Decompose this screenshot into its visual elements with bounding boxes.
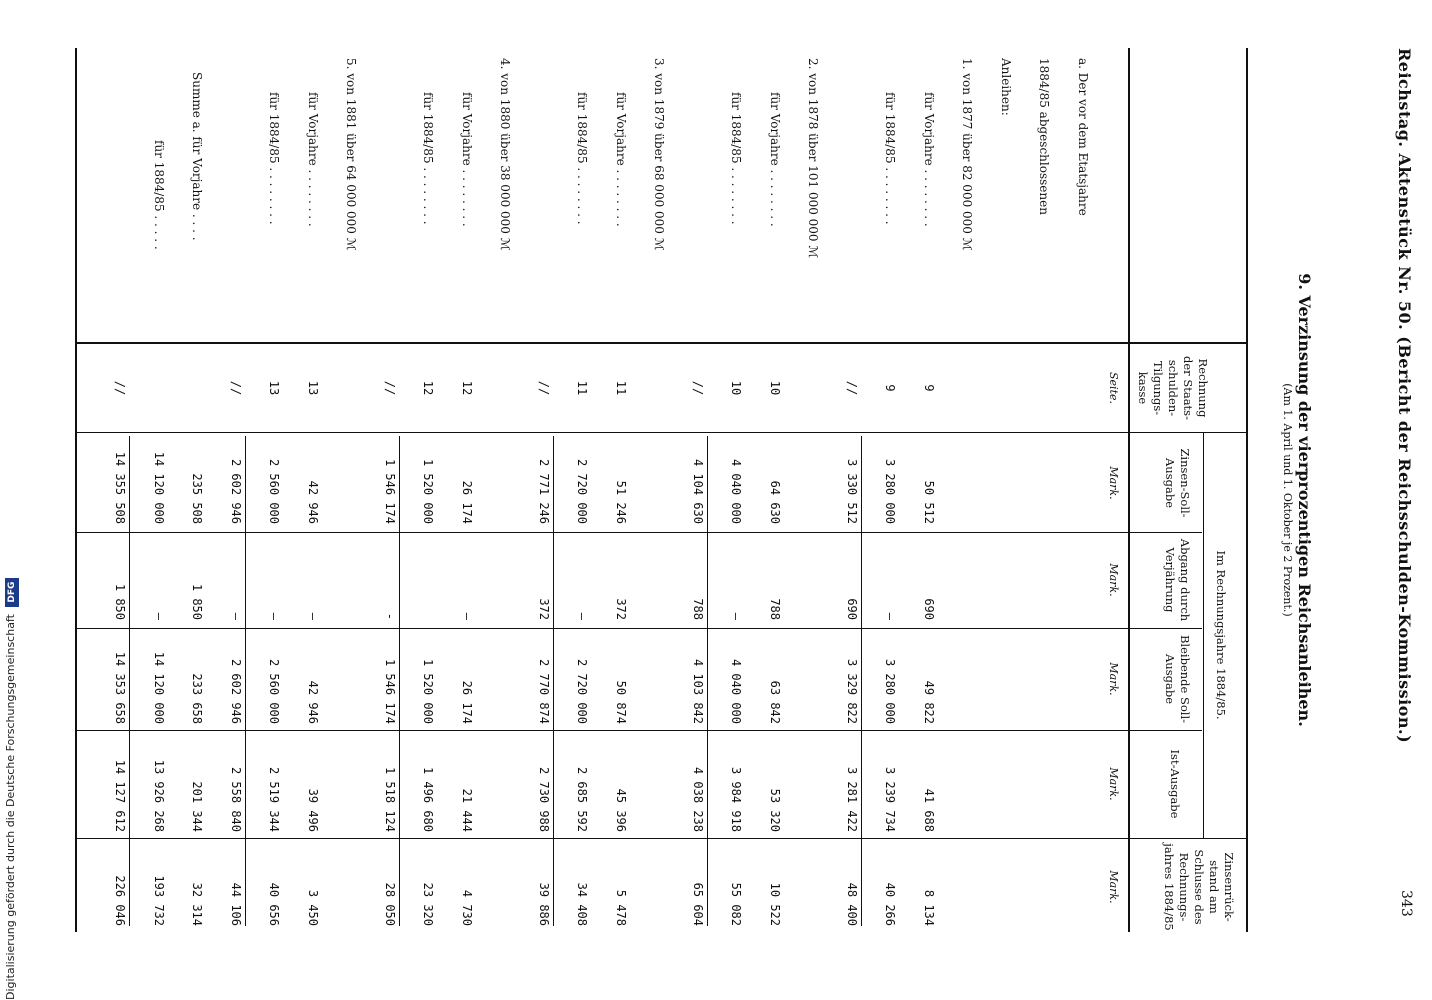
cell-c4: 26 174 <box>460 680 474 724</box>
cell-c4: 63 842 <box>768 680 782 724</box>
cell-c6: 226 046 <box>113 875 128 926</box>
row-label: für 1884/85 . . . . . <box>152 140 166 250</box>
cell-c5: 3 239 734 <box>883 766 898 832</box>
cell-c6: 193 732 <box>152 875 166 926</box>
cell-c6: 48 400 <box>845 882 859 926</box>
cell-c6: 34 408 <box>575 882 590 926</box>
subtotal-rule <box>399 436 400 926</box>
cell-c5: 2 519 344 <box>267 766 282 832</box>
row-label: für 1884/85 . . . . . . . . <box>267 92 282 225</box>
subtotal-rule <box>553 436 554 926</box>
cell-c5: 201 344 <box>190 781 205 832</box>
unit-rueckstand: Mark. <box>1107 870 1120 904</box>
cell-c3: — <box>460 612 474 620</box>
cell-c6: 55 082 <box>729 882 744 926</box>
cell-c4: 42 946 <box>306 680 320 724</box>
cell-page: 11 <box>575 380 590 396</box>
cell-page: // <box>229 380 243 396</box>
col-header-ist: Ist-Ausgabe <box>1168 749 1182 819</box>
unit-page: Seite. <box>1107 372 1120 404</box>
row-label: 5. von 1881 über 64 000 000 ℳ <box>344 58 359 251</box>
cell-c3: - <box>383 612 397 620</box>
cell-c5: 1 518 124 <box>383 766 397 832</box>
cell-c5: 2 730 988 <box>537 766 551 832</box>
row-label: für Vorjahre . . . . . . . . <box>614 92 628 227</box>
cell-page: 10 <box>768 380 782 396</box>
cell-page: // <box>845 380 859 396</box>
cell-c4: 233 658 <box>190 673 205 724</box>
cell-c2: 42 946 <box>306 480 320 524</box>
cell-c3: 1 850 <box>190 583 205 620</box>
row-label: 3. von 1879 über 68 000 000 ℳ <box>652 58 667 251</box>
cell-c2: 4 104 630 <box>691 458 705 524</box>
cell-c3: — <box>575 612 590 620</box>
cell-c6: 10 522 <box>768 882 782 926</box>
funding-note-text: Digitalisierung gefördert durch die Deutsche Forschungsgemeinschaft <box>4 614 17 1000</box>
cell-c3: — <box>306 612 320 620</box>
cell-c5: 2 558 840 <box>229 766 243 832</box>
col-sep <box>77 838 1246 839</box>
cell-c6: 39 886 <box>537 882 551 926</box>
col-sep <box>77 432 1246 433</box>
dfg-logo: DFG <box>5 578 19 607</box>
cell-c6: 32 314 <box>190 882 205 926</box>
section-title: 9. Verzinsung der vierprozentigen Reichsanleihen. <box>1295 273 1314 727</box>
cell-c3: — <box>267 612 282 620</box>
cell-c5: 2 685 592 <box>575 766 590 832</box>
cell-c3: 1 850 <box>113 583 128 620</box>
col-header-soll: Zinsen-Soll-Ausgabe <box>1163 448 1192 518</box>
cell-c2: 4 040 000 <box>729 458 744 524</box>
cell-c4: 2 770 874 <box>537 658 551 724</box>
subtotal-rule <box>130 436 131 926</box>
unit-ist: Mark. <box>1107 767 1120 801</box>
row-label: 2. von 1878 über 101 000 000 ℳ <box>806 58 821 259</box>
unit-verjaehrung: Mark. <box>1107 563 1120 597</box>
cell-c3: 372 <box>537 598 551 620</box>
cell-c6: 40 266 <box>883 882 898 926</box>
cell-c2: 1 546 174 <box>383 458 397 524</box>
cell-c3: — <box>883 612 898 620</box>
subtotal-rule <box>861 436 862 926</box>
cell-c4: 3 280 000 <box>883 658 898 724</box>
cell-page: 9 <box>883 384 898 392</box>
cell-page: 13 <box>306 380 320 396</box>
cell-c3: 690 <box>845 598 859 620</box>
col-header-rueckstand: Zinsenrück-stand am Schlusse des Rechnungs-jahres 1884/85 <box>1162 843 1236 931</box>
cell-c6: 4 730 <box>460 889 474 926</box>
unit-soll: Mark. <box>1107 466 1120 500</box>
cell-c6: 5 478 <box>614 889 628 926</box>
cell-c4: 4 103 842 <box>691 658 705 724</box>
group-header: Im Rechnungsjahre 1884/85. <box>1214 550 1228 720</box>
cell-c5: 39 496 <box>306 788 320 832</box>
col-header-page: Rechnung der Staats-schulden-Tilgungs-kasse <box>1136 356 1210 420</box>
cell-c3: — <box>729 612 744 620</box>
cell-c4: 1 546 174 <box>383 658 397 724</box>
cell-page: 12 <box>421 380 436 396</box>
cell-c4: 14 353 658 <box>113 651 128 724</box>
table-top-rule <box>1246 48 1248 932</box>
cell-c2: 235 508 <box>190 473 205 524</box>
funding-note <box>4 578 19 1000</box>
cell-c6: 65 604 <box>691 882 705 926</box>
cell-c2: 64 630 <box>768 480 782 524</box>
cell-c2: 2 771 246 <box>537 458 551 524</box>
unit-bleibende: Mark. <box>1107 662 1120 696</box>
cell-c6: 8 134 <box>922 889 936 926</box>
row-label: 1. von 1877 über 82 000 000 ℳ <box>960 58 975 251</box>
cell-c3: — <box>152 612 166 620</box>
section-subtitle: (Am 1. April und 1. Oktober je 2 Prozent.) <box>1281 383 1294 617</box>
cell-c5: 1 496 680 <box>421 766 436 832</box>
row-label: 1884/85 abgeschlossenen <box>1037 58 1052 215</box>
row-label: für Vorjahre . . . . . . . . <box>306 92 320 227</box>
cell-c5: 13 926 268 <box>152 759 166 832</box>
cell-c2: 3 330 512 <box>845 458 859 524</box>
cell-c6: 3 450 <box>306 889 320 926</box>
subtotal-rule <box>707 436 708 926</box>
page-number: 343 <box>1398 890 1414 917</box>
row-label: a. Der vor dem Etatsjahre <box>1076 58 1090 216</box>
cell-c5: 4 038 238 <box>691 766 705 832</box>
cell-c6: 28 050 <box>383 882 397 926</box>
cell-page: // <box>113 380 128 396</box>
cell-c2: 26 174 <box>460 480 474 524</box>
cell-c6: 23 320 <box>421 882 436 926</box>
cell-c3: — <box>229 612 243 620</box>
cell-c5: 3 984 918 <box>729 766 744 832</box>
cell-c2: 2 602 946 <box>229 458 243 524</box>
row-label: Anleihen: <box>999 58 1013 116</box>
cell-c2: 1 520 000 <box>421 458 436 524</box>
cell-c3: 788 <box>768 598 782 620</box>
cell-c6: 40 656 <box>267 882 282 926</box>
cell-page: // <box>537 380 551 396</box>
cell-c4: 1 520 000 <box>421 658 436 724</box>
row-label: für Vorjahre . . . . . . . . <box>460 92 474 227</box>
cell-page: // <box>383 380 397 396</box>
cell-c5: 21 444 <box>460 788 474 832</box>
cell-c2: 50 512 <box>922 480 936 524</box>
cell-c4: 2 720 000 <box>575 658 590 724</box>
row-label: für 1884/85 . . . . . . . . <box>883 92 898 225</box>
cell-page: 12 <box>460 380 474 396</box>
row-label: für 1884/85 . . . . . . . . <box>729 92 744 225</box>
cell-c2: 14 120 000 <box>152 451 166 524</box>
row-label: für Vorjahre . . . . . . . . <box>922 92 936 227</box>
cell-c2: 14 355 508 <box>113 451 128 524</box>
row-label: für Vorjahre . . . . . . . . <box>768 92 782 227</box>
cell-c5: 45 396 <box>614 788 628 832</box>
cell-c4: 14 120 000 <box>152 651 166 724</box>
cell-page: // <box>691 380 705 396</box>
cell-page: 9 <box>922 384 936 392</box>
group-rule <box>1203 432 1204 838</box>
cell-c5: 53 320 <box>768 788 782 832</box>
cell-c4: 2 602 946 <box>229 658 243 724</box>
cell-page: 11 <box>614 380 628 396</box>
cell-c4: 2 560 000 <box>267 658 282 724</box>
table-bottom-rule <box>75 48 77 932</box>
row-label: 4. von 1880 über 38 000 000 ℳ <box>498 58 513 251</box>
row-label: für 1884/85 . . . . . . . . <box>575 92 590 225</box>
cell-c5: 3 281 422 <box>845 766 859 832</box>
cell-c3: 788 <box>691 598 705 620</box>
cell-c4: 49 822 <box>922 680 936 724</box>
col-header-bleibende: Bleibende Soll-Ausgabe <box>1163 634 1192 724</box>
cell-c2: 2 720 000 <box>575 458 590 524</box>
running-header: Reichstag. Aktenstück Nr. 50. (Bericht der Reichsschulden-Kommission.) <box>1395 48 1414 744</box>
row-label: Summe a. für Vorjahre . . . . <box>190 72 205 241</box>
cell-c5: 41 688 <box>922 788 936 832</box>
table-head-rule <box>1128 48 1130 932</box>
cell-c3: 690 <box>922 598 936 620</box>
subtotal-rule <box>245 436 246 926</box>
cell-page: 10 <box>729 380 744 396</box>
cell-c2: 3 280 000 <box>883 458 898 524</box>
col-header-verjaehrung: Abgang durch Verjährung <box>1163 538 1192 622</box>
cell-c5: 14 127 612 <box>113 759 128 832</box>
cell-c4: 3 329 822 <box>845 658 859 724</box>
cell-c3: 372 <box>614 598 628 620</box>
cell-c2: 2 560 000 <box>267 458 282 524</box>
cell-c2: 51 246 <box>614 480 628 524</box>
cell-c4: 4 040 000 <box>729 658 744 724</box>
cell-c4: 50 874 <box>614 680 628 724</box>
cell-c6: 44 106 <box>229 882 243 926</box>
cell-page: 13 <box>267 380 282 396</box>
row-label: für 1884/85 . . . . . . . . <box>421 92 436 225</box>
